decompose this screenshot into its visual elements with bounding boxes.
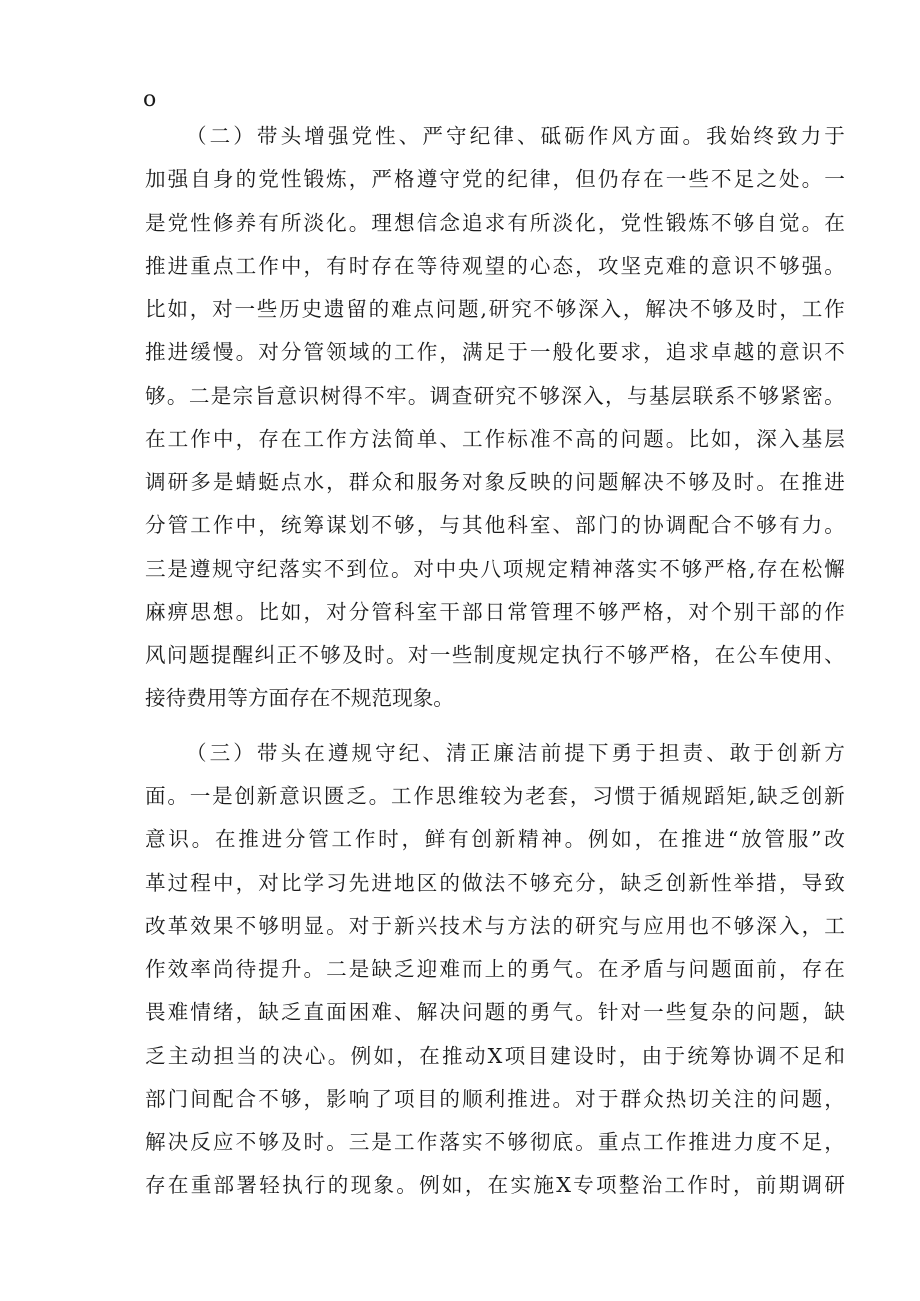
text-line: 畏 难 情 绪 ， 缺 乏 直 面 困 难 、 解 决 问 题 的 勇 气 。 针 对 一 些 复 杂 的 问 题 ， 缺 bbox=[145, 1000, 845, 1024]
text-line: 在 工 作 中 ， 存 在 工 作 方 法 简 单 、 工 作 标 准 不 高 的 问 题 。 比 如 ， 深 入 基 层 bbox=[145, 427, 845, 451]
text-line: 乏 主 动 担 当 的 决 心 。 例 如 ， 在 推 动 X 项 目 建 设 时 ， 由 于 统 筹 协 调 不 足 和 bbox=[145, 1044, 845, 1068]
text-line: 部 门 间 配 合 不 够 ， 影 响 了 项 目 的 顺 利 推 进 。 对 于 群 众 热 切 关 注 的 问 题 ， bbox=[145, 1087, 845, 1111]
text-line: 面 。 一 是 创 新 意 识 匮 乏 。 工 作 思 维 较 为 老 套 ， 习 惯 于 循 规 蹈 矩 , 缺 乏 创 新 bbox=[145, 784, 845, 808]
text-line: 比 如 ， 对 一 些 历 史 遗 留 的 难 点 问 题 , 研 究 不 够 深 入 ， 解 决 不 够 及 时 ， 工 作 bbox=[145, 297, 845, 321]
text-line: 风 问 题 提 醒 纠 正 不 够 及 时 。 对 一 些 制 度 规 定 执 行 不 够 严 格 ， 在 公 车 使 用 、 bbox=[145, 643, 845, 667]
text-line: 加 强 自 身 的 党 性 锻 炼 ， 严 格 遵 守 党 的 纪 律 ， 但 仍 存 在 一 些 不 足 之 处 。 一 bbox=[145, 167, 845, 191]
text-line: 解 决 反 应 不 够 及 时 。 三 是 工 作 落 实 不 够 彻 底 。 重 点 工 作 推 进 力 度 不 足 ， bbox=[145, 1130, 845, 1154]
text-line: 推 进 重 点 工 作 中 ， 有 时 存 在 等 待 观 望 的 心 态 ， 攻 坚 克 难 的 意 识 不 够 强 。 bbox=[145, 254, 845, 278]
text-line: 作 效 率 尚 待 提 升 。 二 是 缺 乏 迎 难 而 上 的 勇 气 。 在 矛 盾 与 问 题 面 前 ， 存 在 bbox=[145, 957, 845, 981]
text-line: 麻 痹 思 想 。 比 如 ， 对 分 管 科 室 干 部 日 常 管 理 不 够 严 格 ， 对 个 别 干 部 的 作 bbox=[145, 600, 845, 624]
paragraph-fragment: o bbox=[143, 87, 157, 112]
text-line: 意 识 。 在 推 进 分 管 工 作 时 ， 鲜 有 创 新 精 神 。 例 如 ， 在 推 进 “ 放 管 服 ” 改 bbox=[145, 827, 845, 851]
text-line: （ 二 ） 带 头 增 强 党 性 、 严 守 纪 律 、 砥 砺 作 风 方 面 。 我 始 终 致 力 于 bbox=[186, 124, 845, 148]
text-line: 革 过 程 中 ， 对 比 学 习 先 进 地 区 的 做 法 不 够 充 分 ， 缺 乏 创 新 性 举 措 ， 导 致 bbox=[145, 871, 845, 895]
text-line: 分 管 工 作 中 ， 统 筹 谋 划 不 够 ， 与 其 他 科 室 、 部 门 的 协 调 配 合 不 够 有 力 。 bbox=[145, 513, 845, 537]
text-line: 够 。 二 是 宗 旨 意 识 树 得 不 牢 。 调 查 研 究 不 够 深 入 ， 与 基 层 联 系 不 够 紧 密 。 bbox=[145, 384, 845, 408]
text-line: 接待费用等方面存在不规范现象。 bbox=[145, 686, 454, 710]
text-line: 是 党 性 修 养 有 所 淡 化 。 理 想 信 念 追 求 有 所 淡 化 ， 党 性 锻 炼 不 够 自 觉 。 在 bbox=[145, 211, 845, 235]
text-line: 推 进 缓 慢 。 对 分 管 领 域 的 工 作 ， 满 足 于 一 般 化 要 求 ， 追 求 卓 越 的 意 识 不 bbox=[145, 340, 845, 364]
text-line: 改 革 效 果 不 够 明 显 。 对 于 新 兴 技 术 与 方 法 的 研 究 与 应 用 也 不 够 深 入 ， 工 bbox=[145, 914, 845, 938]
text-line: 存 在 重 部 署 轻 执 行 的 现 象 。 例 如 ， 在 实 施 X 专 项 整 治 工 作 时 ， 前 期 调 研 bbox=[145, 1173, 845, 1197]
text-line: 调 研 多 是 蜻 蜓 点 水 ， 群 众 和 服 务 对 象 反 映 的 问 题 解 决 不 够 及 时 。 在 推 进 bbox=[145, 470, 845, 494]
text-line: （ 三 ） 带 头 在 遵 规 守 纪 、 清 正 廉 洁 前 提 下 勇 于 担 责 、 敢 于 创 新 方 bbox=[186, 741, 845, 765]
text-line: 三 是 遵 规 守 纪 落 实 不 到 位 。 对 中 央 八 项 规 定 精 神 落 实 不 够 严 格 , 存 在 松 懈 bbox=[145, 557, 845, 581]
